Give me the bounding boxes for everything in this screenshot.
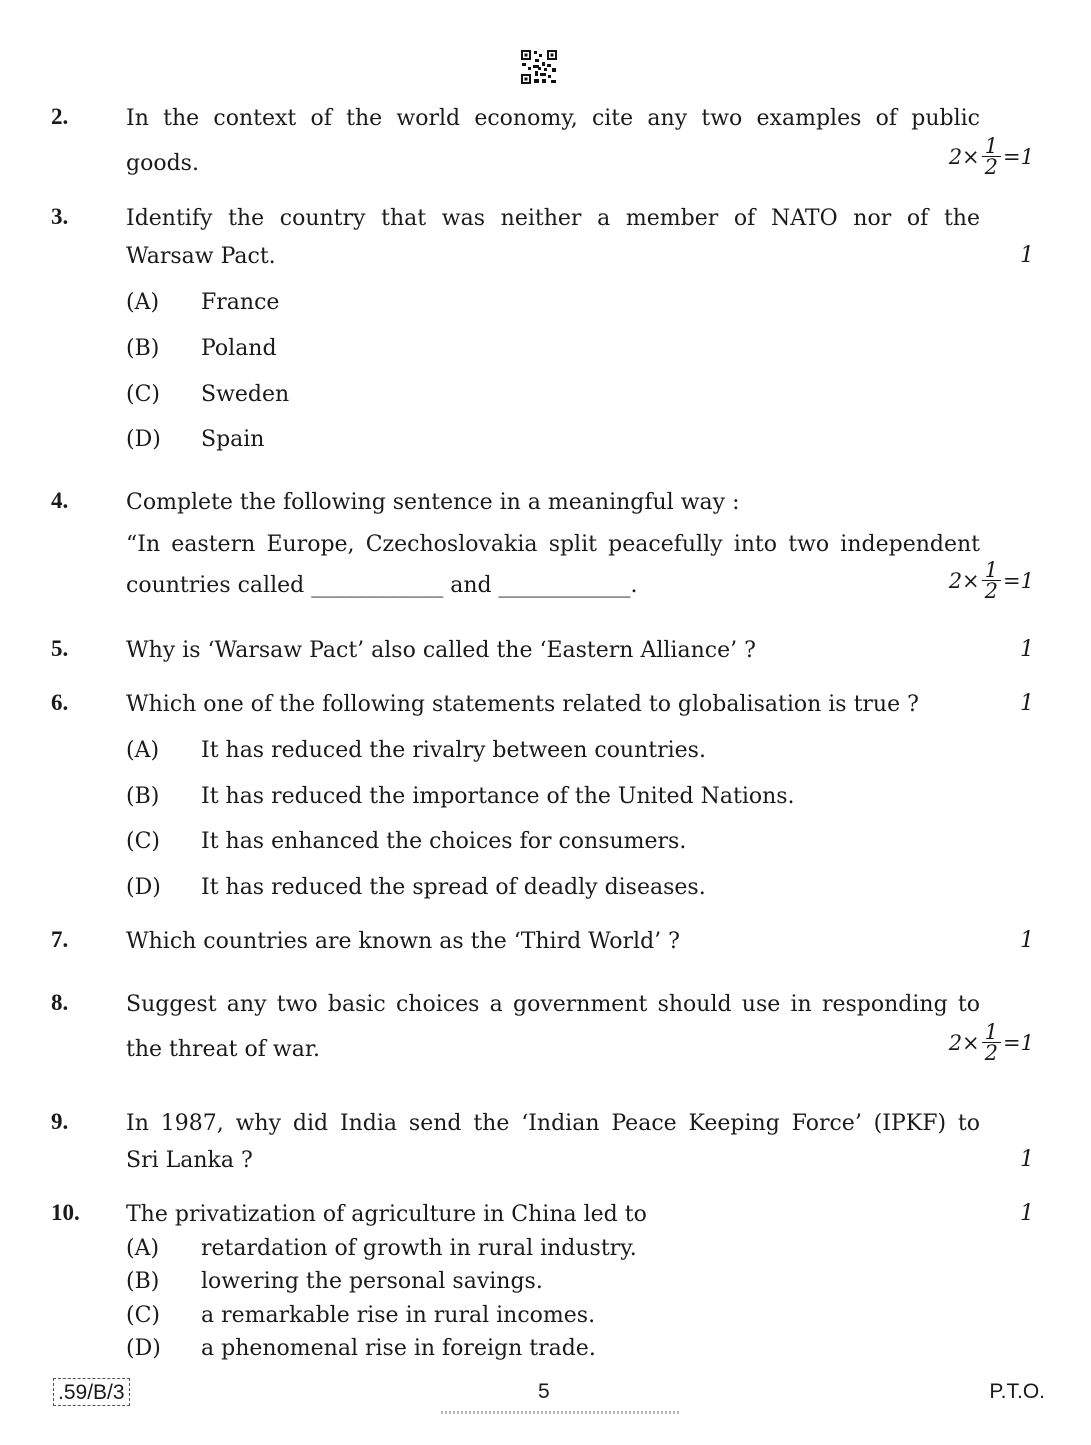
question-text-line: Which countries are known as the ‘Third World’ ?: [126, 929, 680, 954]
fraction-numerator: 1: [982, 560, 1001, 581]
question-text-line: Warsaw Pact.: [126, 244, 276, 269]
question-number: 4.: [51, 488, 69, 513]
option-text: France: [201, 290, 280, 315]
option-text: It has reduced the rivalry between countries.: [201, 738, 706, 763]
marks-prefix: 2×: [948, 568, 980, 593]
marks: [949, 560, 1034, 601]
option-text: It has reduced the importance of the United Nations.: [201, 784, 795, 809]
question-text-line: Why is ‘Warsaw Pact’ also called the ‘Eastern Alliance’ ?: [126, 638, 756, 663]
option-label: (D): [126, 427, 161, 452]
question-text-line: In the context of the world economy, cite any two examples of public: [126, 106, 980, 131]
option-text: Poland: [201, 336, 277, 361]
question-number: 8.: [51, 990, 69, 1015]
marks: 1: [1020, 1147, 1034, 1172]
question-text-line: Identify the country that was neither a member of NATO nor of the: [126, 206, 980, 231]
option-label: (D): [126, 1336, 161, 1361]
fraction-denominator: 2: [984, 1041, 999, 1065]
question-text-line: Suggest any two basic choices a government should use in responding to: [126, 992, 980, 1017]
question-text-line: the threat of war.: [126, 1037, 320, 1062]
qr-code-icon: [521, 50, 557, 84]
question-number: 7.: [51, 927, 69, 952]
security-microline: [441, 1411, 679, 1414]
option-text: a phenomenal rise in foreign trade.: [201, 1336, 596, 1361]
question-text-line: countries called ____________ and ____________.: [126, 573, 638, 598]
question-text-line: “In eastern Europe, Czechoslovakia split peacefully into two independent: [126, 532, 980, 557]
option-text: It has enhanced the choices for consumers.: [201, 829, 687, 854]
option-label: (A): [126, 290, 160, 315]
marks: [949, 1022, 1034, 1063]
option-text: Sweden: [201, 382, 290, 407]
option-label: (B): [126, 784, 160, 809]
option-text: It has reduced the spread of deadly diseases.: [201, 875, 706, 900]
question-number: 9.: [51, 1109, 69, 1134]
marks: 1: [1020, 243, 1034, 268]
marks-suffix: =1: [1003, 568, 1034, 593]
question-text-line: goods.: [126, 151, 199, 176]
question-text-line: Sri Lanka ?: [126, 1148, 253, 1173]
question-text-line: The privatization of agriculture in China led to: [126, 1202, 647, 1227]
option-text: lowering the personal savings.: [201, 1269, 543, 1294]
marks: 1: [1020, 928, 1034, 953]
option-label: (D): [126, 875, 161, 900]
option-label: (C): [126, 382, 160, 407]
pto-label: P.T.O.: [989, 1380, 1045, 1403]
fraction: [982, 1022, 1001, 1063]
question-number: 5.: [51, 636, 69, 661]
question-text-line: Complete the following sentence in a meaningful way :: [126, 490, 740, 515]
marks: [949, 136, 1034, 177]
question-number: 10.: [51, 1200, 80, 1225]
fraction: [982, 560, 1001, 601]
marks: 1: [1020, 691, 1034, 716]
option-text: a remarkable rise in rural incomes.: [201, 1303, 596, 1328]
question-text-line: Which one of the following statements related to globalisation is true ?: [126, 692, 919, 717]
option-text: retardation of growth in rural industry.: [201, 1236, 637, 1261]
marks-suffix: =1: [1003, 1030, 1034, 1055]
fraction: [982, 136, 1001, 177]
option-label: (B): [126, 1269, 160, 1294]
option-label: (C): [126, 829, 160, 854]
question-number: 6.: [51, 690, 69, 715]
marks-prefix: 2×: [948, 1030, 980, 1055]
marks-suffix: =1: [1003, 144, 1034, 169]
marks: 1: [1020, 1201, 1034, 1226]
marks: 1: [1020, 637, 1034, 662]
option-label: (A): [126, 1236, 160, 1261]
option-text: Spain: [201, 427, 265, 452]
paper-code: .59/B/3: [53, 1378, 130, 1406]
fraction-denominator: 2: [984, 579, 999, 603]
question-text-line: In 1987, why did India send the ‘Indian Peace Keeping Force’ (IPKF) to: [126, 1111, 980, 1136]
option-label: (A): [126, 738, 160, 763]
option-label: (C): [126, 1303, 160, 1328]
question-number: 3.: [51, 204, 69, 229]
fraction-numerator: 1: [982, 1022, 1001, 1043]
page-number: 5: [538, 1380, 550, 1403]
fraction-numerator: 1: [982, 136, 1001, 157]
question-number: 2.: [51, 104, 69, 129]
marks-prefix: 2×: [948, 144, 980, 169]
option-label: (B): [126, 336, 160, 361]
fraction-denominator: 2: [984, 155, 999, 179]
